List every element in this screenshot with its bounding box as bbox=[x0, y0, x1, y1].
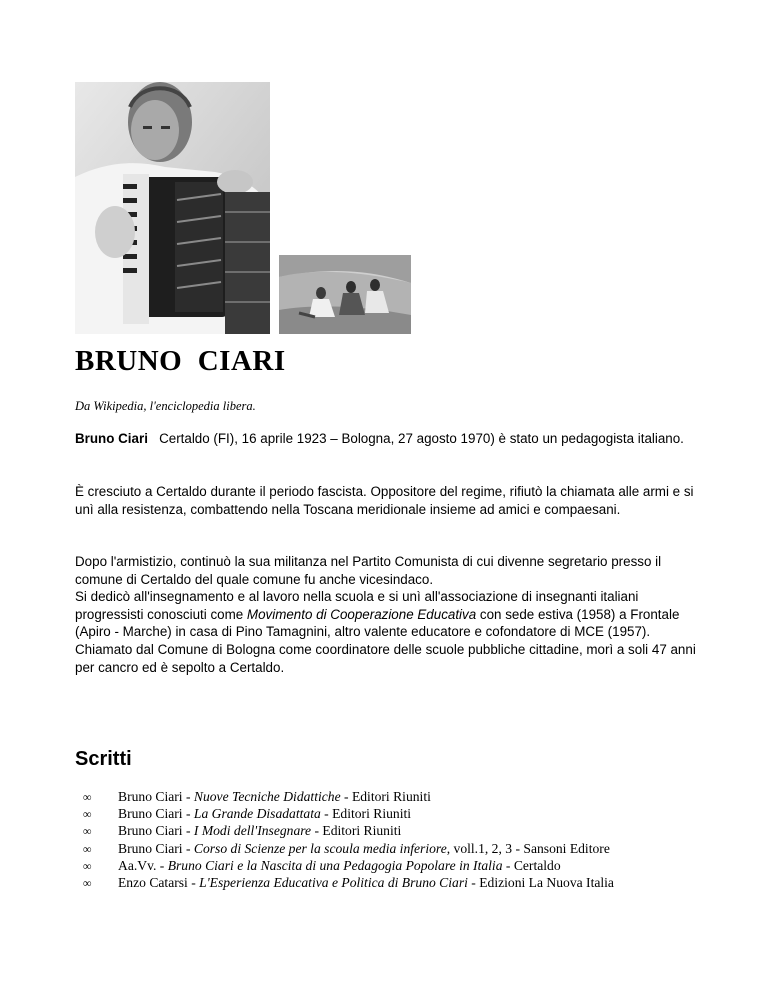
item-title: Nuove Tecniche Didattiche bbox=[193, 789, 341, 804]
biography-paragraph: È cresciuto a Certaldo durante il periodo fascista. Oppositore del regime, rifiutò la chiamata alle armi e si unì alla resistenza, combattendo nella Toscana meridionale insieme ad amici e compaesani. bbox=[75, 484, 694, 517]
bullet-icon: ∞ bbox=[83, 875, 92, 890]
group-outdoor-photo bbox=[279, 255, 411, 334]
list-item bbox=[75, 840, 614, 857]
source-subtitle: Da Wikipedia, l'enciclopedia libera. bbox=[75, 399, 256, 413]
item-author: Bruno Ciari - bbox=[118, 840, 194, 856]
career-line-1: Dopo l'armistizio, continuò la sua militanza nel Partito Comunista di cui divenne segretario presso il comune di Certaldo del quale comune fu anche vicesindaco. bbox=[75, 554, 662, 587]
item-publisher: - Editori Riuniti bbox=[311, 823, 402, 839]
item-title: Bruno Ciari e la Nascita di una Pedagogia Popolare in Italia bbox=[167, 857, 503, 873]
item-author: Bruno Ciari - bbox=[118, 806, 194, 822]
item-author: Bruno Ciari - bbox=[118, 789, 194, 804]
accordion-player-photo bbox=[75, 82, 270, 334]
list-item bbox=[75, 788, 614, 805]
item-author: Bruno Ciari - bbox=[118, 823, 194, 839]
subject-name: Bruno Ciari bbox=[75, 431, 148, 446]
career-paragraph bbox=[75, 553, 705, 676]
intro-text: Certaldo (FI), 16 aprile 1923 – Bologna, 27 agosto 1970) è stato un pedagogista italiano. bbox=[147, 431, 684, 446]
bullet-icon: ∞ bbox=[83, 807, 92, 822]
career-line-3: Chiamato dal Comune di Bologna come coordinatore delle scuole pubbliche cittadine, morì a soli 47 anni per cancro ed è sepolto a Certaldo. bbox=[75, 641, 696, 675]
item-title: Corso di Scienze per la scoula media inferiore bbox=[193, 840, 447, 856]
item-author: Aa.Vv. - bbox=[118, 857, 168, 873]
bullet-icon: ∞ bbox=[83, 824, 92, 839]
writings-list bbox=[75, 788, 614, 891]
mce-name: Movimento di Cooperazione Educativa bbox=[246, 606, 477, 622]
list-item bbox=[75, 874, 614, 891]
page-title: BRUNO CIARI bbox=[75, 345, 286, 377]
item-publisher: - Edizioni La Nuova Italia bbox=[467, 874, 614, 890]
bullet-icon: ∞ bbox=[83, 790, 92, 804]
list-item bbox=[75, 822, 614, 839]
item-publisher: , voll.1, 2, 3 - Sansoni Editore bbox=[446, 840, 610, 856]
career-line-2-start: Si dedicò all'insegnamento e al lavoro nella scuola e si unì all'associazione di insegnanti italiani progressisti conosciuti come bbox=[75, 589, 639, 622]
item-title: L'Esperienza Educativa e Politica di Bruno Ciari bbox=[199, 874, 468, 890]
bullet-icon: ∞ bbox=[83, 841, 92, 856]
item-title: I Modi dell'Insegnare bbox=[193, 823, 312, 839]
bullet-icon: ∞ bbox=[83, 858, 92, 873]
item-publisher: - Certaldo bbox=[502, 857, 561, 873]
intro-paragraph bbox=[75, 430, 705, 448]
item-title: La Grande Disadattata bbox=[193, 806, 321, 822]
item-author: Enzo Catarsi - bbox=[118, 874, 200, 890]
writings-heading: Scritti bbox=[75, 748, 132, 770]
item-publisher: - Editori Riuniti bbox=[340, 789, 431, 804]
list-item bbox=[75, 857, 614, 874]
career-line-2-end: con sede estiva (1958) a Frontale (Apiro - Marche) in casa di Pino Tamagnini, altro valente educatore e cofondatore di MCE (1957). bbox=[75, 606, 680, 640]
item-publisher: - Editori Riuniti bbox=[320, 806, 412, 822]
list-item bbox=[75, 805, 614, 822]
